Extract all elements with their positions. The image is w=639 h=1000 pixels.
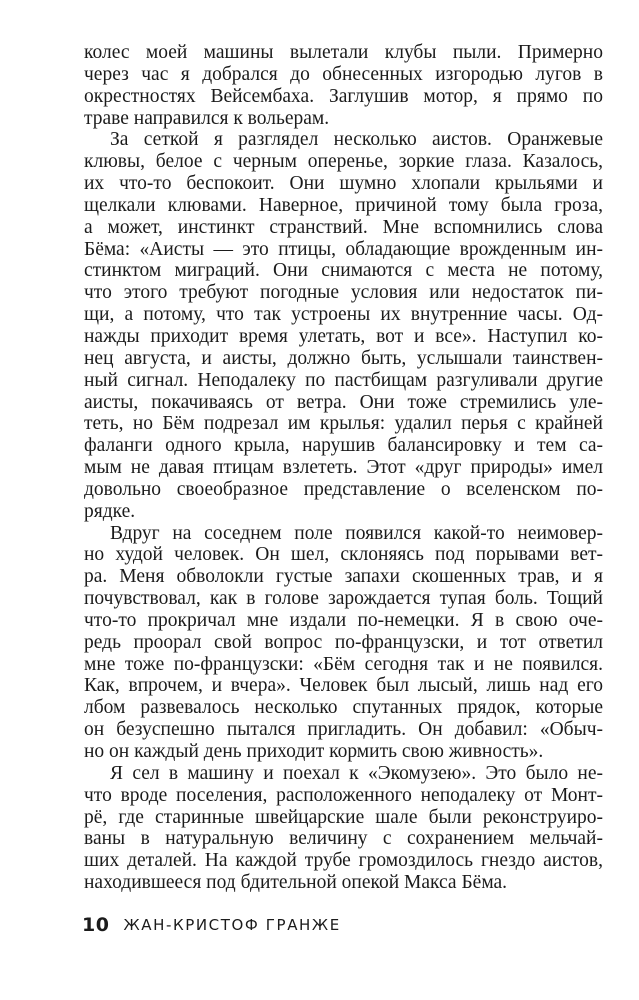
text-line: лбом развевалось несколько спутанных прядок, которые	[84, 697, 603, 719]
text-line: окрестностях Вейсембаха. Заглушив мотор, я прямо по	[84, 85, 603, 107]
text-line: ваны в натуральную величину с сохранением мельчай-	[84, 828, 603, 850]
text-line: Я сел в машину и поехал к «Экомузею». Это было не-	[110, 762, 603, 784]
text-line: теть, но Бём подрезал им крылья: удалил перья с крайней	[84, 413, 603, 435]
running-footer	[82, 913, 341, 937]
paragraph	[84, 763, 603, 894]
paragraph	[84, 42, 603, 129]
text-line: ный сигнал. Неподалеку по пастбищам разгуливали другие	[84, 369, 603, 391]
running-author-name: ЖАН-КРИСТОФ ГРАНЖЕ	[123, 916, 341, 934]
text-line: довольно своеобразное представление о вселенском по-	[84, 478, 603, 500]
book-page-text	[84, 42, 603, 894]
text-line: их что-то беспокоит. Они шумно хлопали крыльями и	[84, 173, 603, 195]
text-line: а может, инстинкт странствий. Мне вспомнились слова	[84, 216, 603, 238]
text-line: клювы, белое с черным оперенье, зоркие глаза. Казалось,	[84, 151, 603, 173]
text-line: что этого требуют погодные условия или недостаток пи-	[84, 282, 603, 304]
text-line: фаланги одного крыла, нарушив балансировку и тем са-	[84, 435, 603, 457]
text-line: почувствовал, как в голове зарождается тупая боль. Тощий	[84, 588, 603, 610]
text-line: рядке.	[84, 500, 136, 522]
text-line: находившееся под бдительной опекой Макса Бёма.	[84, 872, 508, 894]
text-line: через час я добрался до обнесенных изгородью лугов в	[84, 63, 603, 85]
text-line: Бёма: «Аисты — это птицы, обладающие врожденным ин-	[84, 238, 603, 260]
text-line: но он каждый день приходит кормить свою живность».	[84, 741, 544, 762]
text-line: колес моей машины вылетали клубы пыли. Примерно	[84, 42, 603, 63]
text-line: ра. Меня обволокли густые запахи скошенных трав, и я	[84, 566, 603, 588]
text-line: стинктом миграций. Они снимаются с места не потому,	[84, 260, 603, 282]
text-line: Вдруг на соседнем поле появился какой-то неимовер-	[110, 522, 603, 544]
text-line: нец августа, и аисты, должно быть, услышали таинствен-	[84, 347, 603, 369]
text-line: что-то прокричал мне издали по-немецки. Я в свою оче-	[84, 609, 603, 631]
text-line: ших деталей. На каждой трубе громоздилось гнездо аистов,	[84, 850, 603, 872]
page-number: 10	[82, 914, 110, 936]
text-line: мым не давая птицам взлететь. Этот «друг природы» имел	[84, 457, 603, 479]
text-line: мне тоже по-французски: «Бём сегодня так и не появился.	[84, 653, 603, 675]
text-line: щелкали клювами. Наверное, причиной тому была гроза,	[84, 194, 603, 216]
text-line: траве направился к вольерам.	[84, 107, 330, 129]
text-line: щи, а потому, что так устроены их внутренние часы. Од-	[84, 304, 603, 326]
text-line: нажды приходит время улетать, вот и все». Наступил ко-	[84, 325, 603, 347]
text-line: но худой человек. Он шел, склоняясь под порывами вет-	[84, 544, 603, 566]
text-line: За сеткой я разглядел несколько аистов. Оранжевые	[110, 129, 603, 151]
paragraphs-container	[84, 42, 603, 894]
text-line: аисты, покачиваясь от ветра. Они тоже стремились уле-	[84, 391, 603, 413]
text-line: что вроде поселения, расположенного неподалеку от Монт-	[84, 784, 603, 806]
text-line: редь проорал свой вопрос по-французски, и тот ответил	[84, 631, 603, 653]
text-line: Как, впрочем, и вчера». Человек был лысый, лишь над его	[84, 675, 603, 697]
text-line: рё, где старинные швейцарские шале были реконструиро-	[84, 806, 603, 828]
text-line: он безуспешно пытался пригладить. Он добавил: «Обыч-	[84, 719, 603, 741]
paragraph	[84, 129, 603, 522]
paragraph	[84, 523, 603, 763]
